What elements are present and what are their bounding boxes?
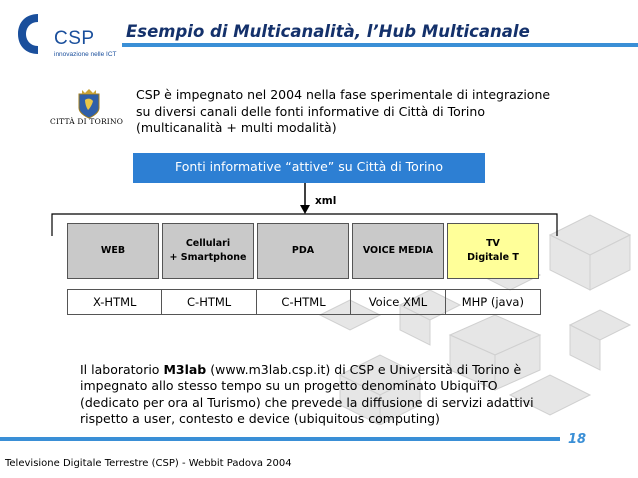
page-number: 18 — [568, 432, 587, 447]
csp-logo — [14, 10, 124, 60]
logo-subtitle: innovazione nelle ICT — [54, 51, 117, 58]
lab-description: (www.m3lab.csp.it) di CSP e Università di Torino è impegnato allo stesso tempo su un progetto denominato UbiquiTO (dedicato per ora al Turismo) che prevede la diffusione di servizi adattivi rispetto a user, contesto e device (ubiquitous computing) — [80, 362, 534, 426]
channel-tv-digitale: TV Digitale T — [447, 223, 539, 279]
footer-divider — [0, 437, 560, 441]
emblem-caption: CITTÀ DI TORINO — [50, 117, 124, 126]
format-cell: X-HTML — [68, 290, 162, 314]
citta-di-torino-emblem-icon — [76, 88, 102, 120]
format-cell: Voice XML — [351, 290, 445, 314]
channel-web: WEB — [67, 223, 159, 279]
title-divider — [122, 43, 638, 47]
footer-text: Televisione Digitale Terrestre (CSP) - Webbit Padova 2004 — [5, 458, 292, 469]
logo-text: CSP — [54, 28, 95, 49]
channel-cellulari: Cellulari + Smartphone — [162, 223, 254, 279]
channel-row — [67, 223, 542, 279]
lab-prefix: Il laboratorio — [80, 362, 164, 377]
lab-paragraph — [80, 362, 550, 427]
channel-voice-media: VOICE MEDIA — [352, 223, 444, 279]
format-cell: MHP (java) — [461, 295, 524, 309]
format-cell: C-HTML — [257, 290, 351, 314]
slide-title: Esempio di Multicanalità, l’Hub Multicanale — [126, 22, 530, 41]
xml-label: xml — [315, 195, 337, 207]
intro-paragraph: CSP è impegnato nel 2004 nella fase sperimentale di integrazione su diversi canali delle fonti informative di Città di Torino (multicanalità + multi modalità) — [136, 87, 551, 135]
fonti-informative-box: Fonti informative “attive” su Città di Torino — [133, 153, 485, 183]
format-cell: C-HTML — [162, 290, 256, 314]
channel-pda: PDA — [257, 223, 349, 279]
csp-logo-mark-icon — [14, 10, 54, 60]
format-row — [67, 289, 541, 315]
lab-name: M3lab — [163, 362, 207, 377]
